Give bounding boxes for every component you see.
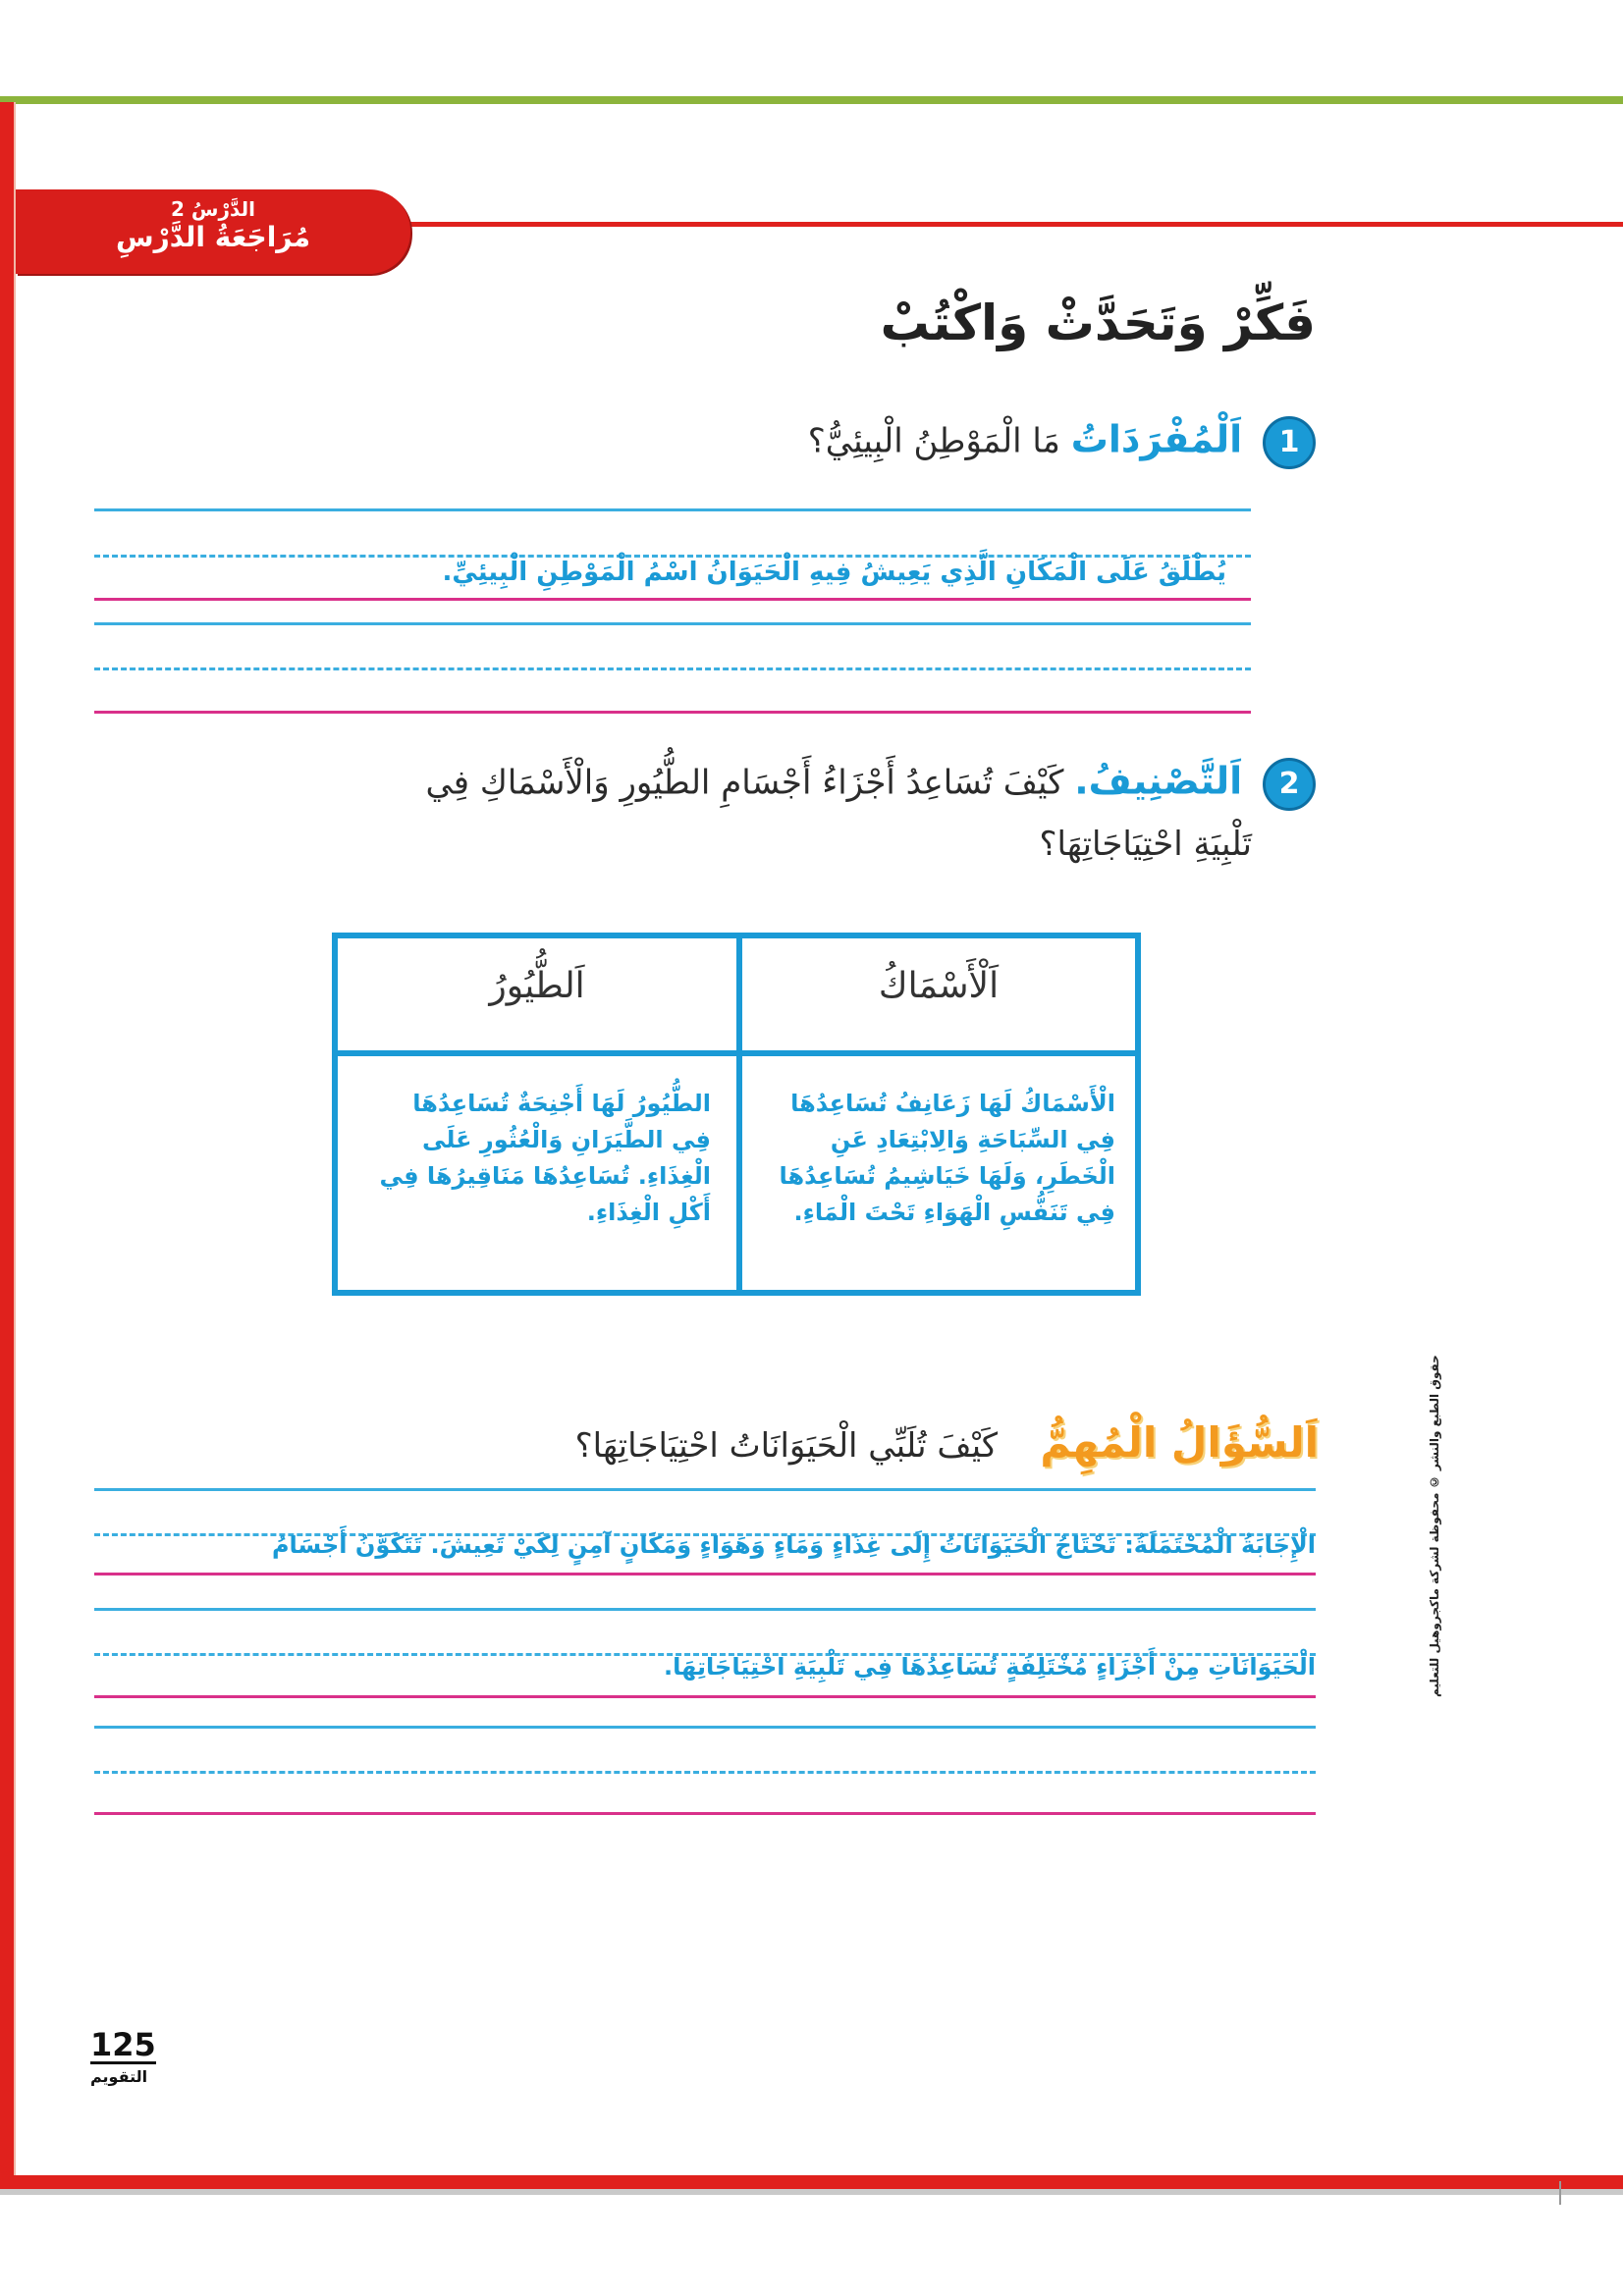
writing-line xyxy=(94,1726,1316,1729)
birds-answer-line: فِي الطَّيَرَانِ وَالْعُثُورِ عَلَى xyxy=(422,1126,711,1153)
writing-line-dashed xyxy=(94,667,1251,670)
question-2-line2: تَلْبِيَةِ احْتِيَاجَاتِهَا؟ xyxy=(1039,825,1252,864)
page-title: فَكِّرْ وَتَحَدَّثْ وَاكْتُبْ xyxy=(880,294,1316,351)
question-2-keyword: اَلتَّصْنِيفُ. xyxy=(1074,759,1243,803)
birds-answer-line: الْغِذَاءِ. تُسَاعِدُهَا مَنَاقِيرُهَا فِي xyxy=(379,1162,711,1190)
page-number: 125 xyxy=(90,2026,156,2063)
writing-line xyxy=(94,622,1251,625)
question-2 xyxy=(425,758,1316,811)
bottom-red-frame xyxy=(0,2175,1623,2189)
question-2-text-line1: كَيْفَ تُسَاعِدُ أَجْزَاءُ أَجْسَامِ الطُّيُورِ وَالْأَسْمَاكِ فِي xyxy=(425,763,1064,803)
classification-table xyxy=(332,933,1141,1296)
big-question xyxy=(575,1418,1319,1467)
big-question-answer-line1: الْإِجَابَةُ الْمُحْتَمَلَةُ: تَحْتَاجُ الْحَيَوَانَاتُ إِلَى غِذَاءٍ وَمَاءٍ وَهَوَاءٍ وَمَكَانٍ آمِنٍ لِكَيْ تَعِيشَ. تَتَكَوَّنُ أَجْسَامُ xyxy=(271,1531,1316,1559)
fish-answer-line: الْأَسْمَاكُ لَهَا زَعَانِفُ تُسَاعِدُهَا xyxy=(790,1090,1115,1117)
copyright-note: حقوق الطبع والنشر © محفوظة لشركة ماكجروهيل للتعليم xyxy=(1428,1355,1441,1697)
writing-baseline xyxy=(94,1695,1316,1698)
writing-baseline xyxy=(94,1812,1316,1815)
table-divider-horizontal xyxy=(338,1050,1135,1056)
writing-line xyxy=(94,1608,1316,1611)
table-header-birds: اَلطُّيُورُ xyxy=(489,966,585,1006)
question-1-text: مَا الْمَوْطِنُ الْبِيئِيُّ؟ xyxy=(807,421,1060,461)
lesson-tab xyxy=(16,189,410,274)
left-inner-line xyxy=(14,102,16,2175)
question-1-badge: 1 xyxy=(1263,416,1316,469)
table-cell-fish xyxy=(742,1086,1115,1231)
fish-answer-line: فِي تَنَفُّسِ الْهَوَاءِ تَحْتَ الْمَاءِ. xyxy=(793,1199,1115,1226)
table-header-fish: اَلْأَسْمَاكُ xyxy=(878,966,1000,1006)
question-1-answer: يُطْلَقُ عَلَى الْمَكَانِ الَّذِي يَعِيشُ فِيهِ الْحَيَوَانُ اسْمُ الْمَوْطِنِ الْبِيئِيِّ. xyxy=(442,558,1226,587)
birds-answer-line: الطُّيُورُ لَهَا أَجْنِحَةٌ تُسَاعِدُهَا xyxy=(412,1090,711,1117)
left-red-frame xyxy=(0,102,14,2189)
writing-line xyxy=(94,508,1251,511)
page-section-label: التقويم xyxy=(90,2067,148,2086)
corner-mark xyxy=(1559,2181,1561,2205)
writing-baseline xyxy=(94,1573,1316,1575)
writing-line xyxy=(94,1488,1316,1491)
question-2-badge: 2 xyxy=(1263,758,1316,811)
big-question-answer-line2: الْحَيَوَانَاتِ مِنْ أَجْزَاءٍ مُخْتَلِفَةٍ تُسَاعِدُهَا فِي تَلْبِيَةِ احْتِيَاجَاتِهَا. xyxy=(664,1653,1316,1681)
big-question-label: اَلسُّؤَالُ الْمُهِمُّ xyxy=(1040,1418,1319,1467)
table-cell-birds xyxy=(367,1086,711,1231)
big-question-text: كَيْفَ تُلَبِّي الْحَيَوَانَاتُ احْتِيَاجَاتِهَا؟ xyxy=(574,1426,999,1466)
lesson-review-title: مُرَاجَعَةُ الدَّرْسِ xyxy=(115,221,311,253)
writing-baseline xyxy=(94,711,1251,714)
birds-answer-line: أَكْلِ الْغِذَاءِ. xyxy=(586,1199,711,1226)
top-green-rule xyxy=(0,96,1623,104)
fish-answer-line: فِي السِّبَاحَةِ وَالِابْتِعَادِ عَنِ xyxy=(830,1126,1115,1153)
fish-answer-line: الْخَطَرِ، وَلَهَا خَيَاشِيمُ تُسَاعِدُهَا xyxy=(779,1162,1115,1190)
question-1 xyxy=(808,416,1316,469)
bottom-gray-edge xyxy=(0,2189,1623,2195)
writing-line-dashed xyxy=(94,1771,1316,1774)
question-1-keyword: اَلْمُفْرَدَاتُ xyxy=(1070,417,1243,461)
writing-baseline xyxy=(94,598,1251,601)
lesson-number: الدَّرْسُ 2 xyxy=(171,197,255,221)
lesson-header-rule xyxy=(373,222,1623,227)
